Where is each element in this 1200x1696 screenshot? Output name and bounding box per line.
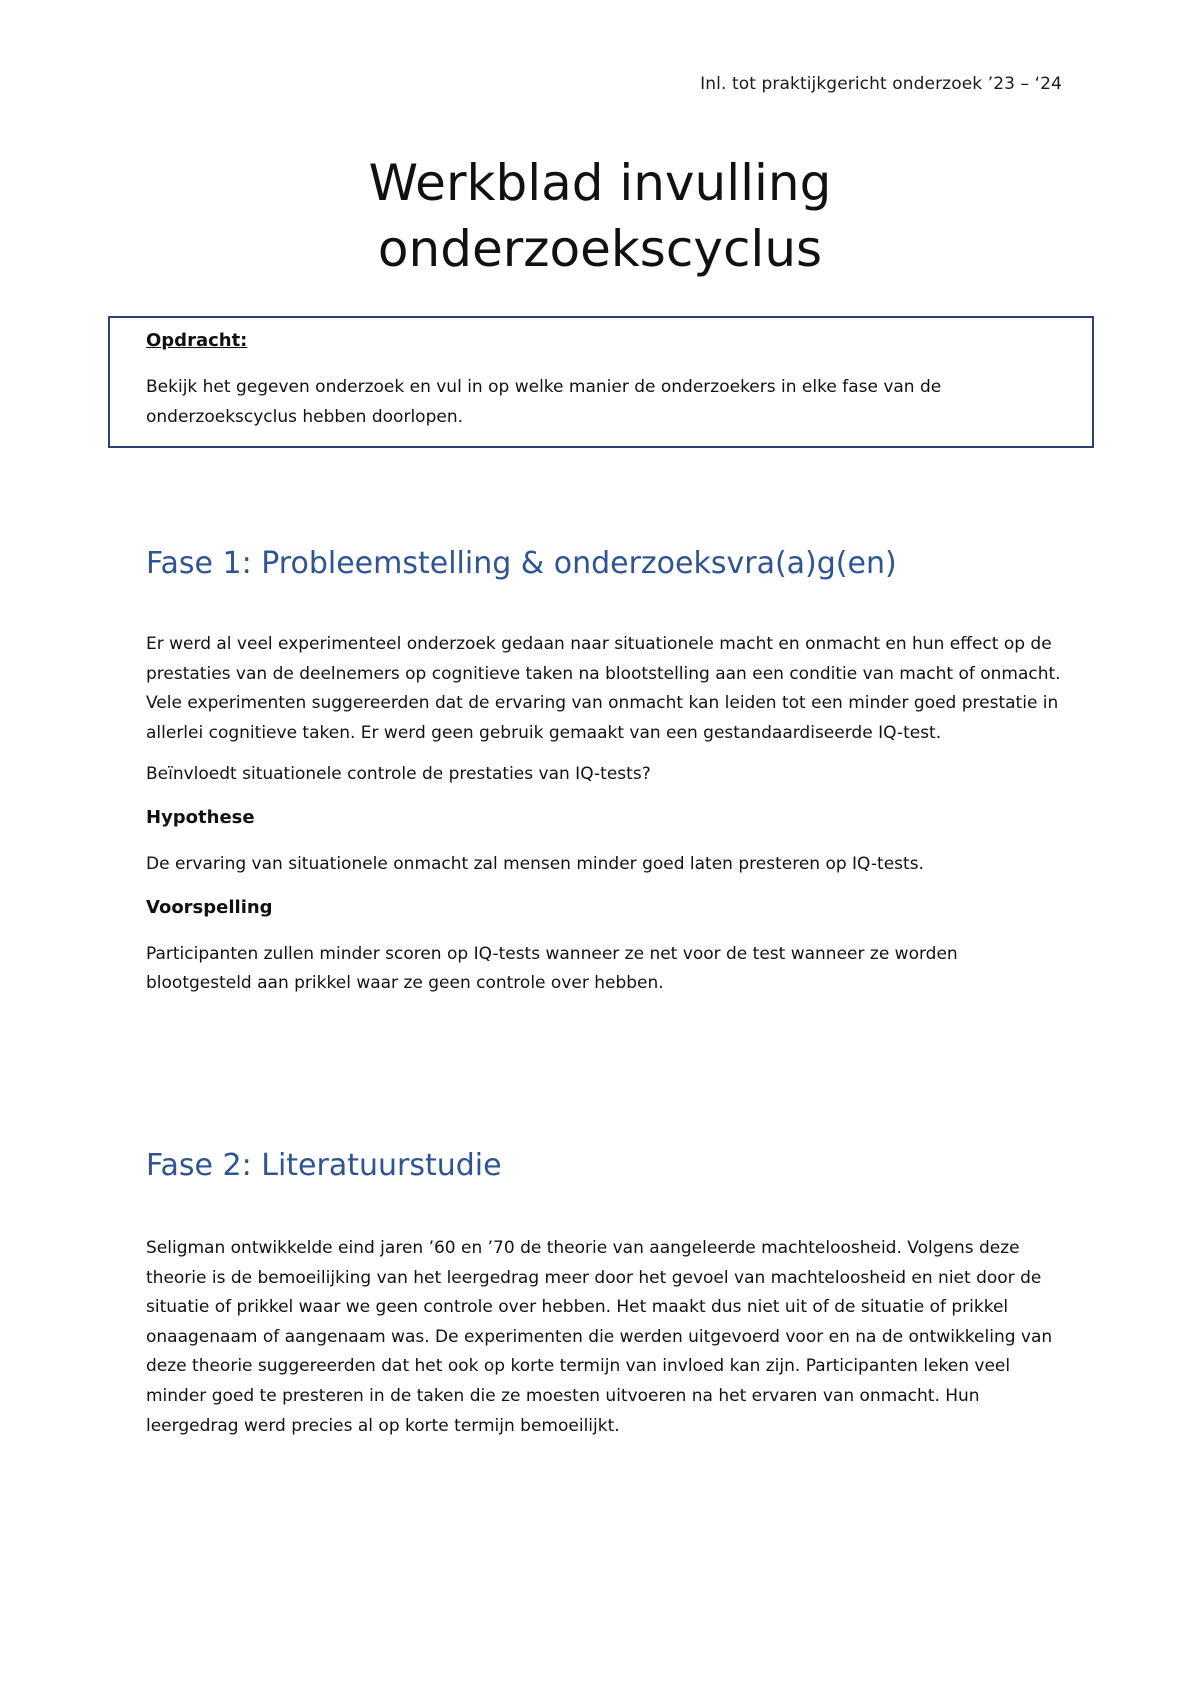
phase-2-paragraph: Seligman ontwikkelde eind jaren ’60 en ’70 de theorie van aangeleerde machteloosheid. Volgens deze theorie is de bemoeilijking van het leergedrag meer door het gevoel van machteloosheid en niet door de situatie of prikkel waar we geen controle over hebben. Het maakt dus niet uit of de situatie of prikkel onaagenaam of aangenaam was. De experimenten die werden uitgevoerd voor en na de ontwikkeling van deze theorie suggereerden dat het ook op korte termijn van invloed kan zijn. Participanten leken veel minder goed te presteren in de taken die ze moesten uitvoeren na het ervaren van onmacht. Hun leergedrag werd precies al op korte termijn bemoeilijkt. [146, 1238, 1053, 1436]
running-header: Inl. tot praktijkgericht onderzoek ’23 – ‘24 [700, 74, 1062, 94]
hypothesis-heading: Hypothese [146, 806, 255, 828]
hypothesis-text: De ervaring van situationele onmacht zal mensen minder goed laten presteren op IQ-tests. [146, 853, 924, 874]
assignment-label: Opdracht: [146, 330, 248, 351]
assignment-text: Bekijk het gegeven onderzoek en vul in op welke manier de onderzoekers in elke fase van de onderzoekscyclus hebben doorlopen. [146, 377, 942, 427]
title-line-1: Werkblad invulling [368, 154, 832, 212]
phase-2-heading: Fase 2: Literatuurstudie [146, 1148, 502, 1183]
phase-2-section [146, 1146, 1066, 1441]
document-title [0, 150, 1200, 282]
prediction-text: Participanten zullen minder scoren op IQ-tests wanneer ze net voor de test wanneer ze worden blootgesteld aan prikkel waar ze geen controle over hebben. [146, 943, 958, 994]
title-line-2: onderzoekscyclus [377, 220, 823, 278]
phase-1-paragraph: Er werd al veel experimenteel onderzoek gedaan naar situationele macht en onmacht en hun effect op de prestaties van de deelnemers op cognitieve taken na blootstelling aan een conditie van macht of onmacht. Vele experimenten suggereerden dat de ervaring van onmacht kan leiden tot een minder goed prestatie in allerlei cognitieve taken. Er werd geen gebruik gemaakt van een gestandaardiseerde IQ-test. [146, 634, 1061, 743]
research-question: Beïnvloedt situationele controle de prestaties van IQ-tests? [146, 764, 651, 785]
phase-1-heading: Fase 1: Probleemstelling & onderzoeksvra(a)g(en) [146, 546, 897, 581]
assignment-box [108, 316, 1094, 448]
prediction-heading: Voorspelling [146, 896, 273, 918]
phase-1-section [146, 544, 1066, 999]
